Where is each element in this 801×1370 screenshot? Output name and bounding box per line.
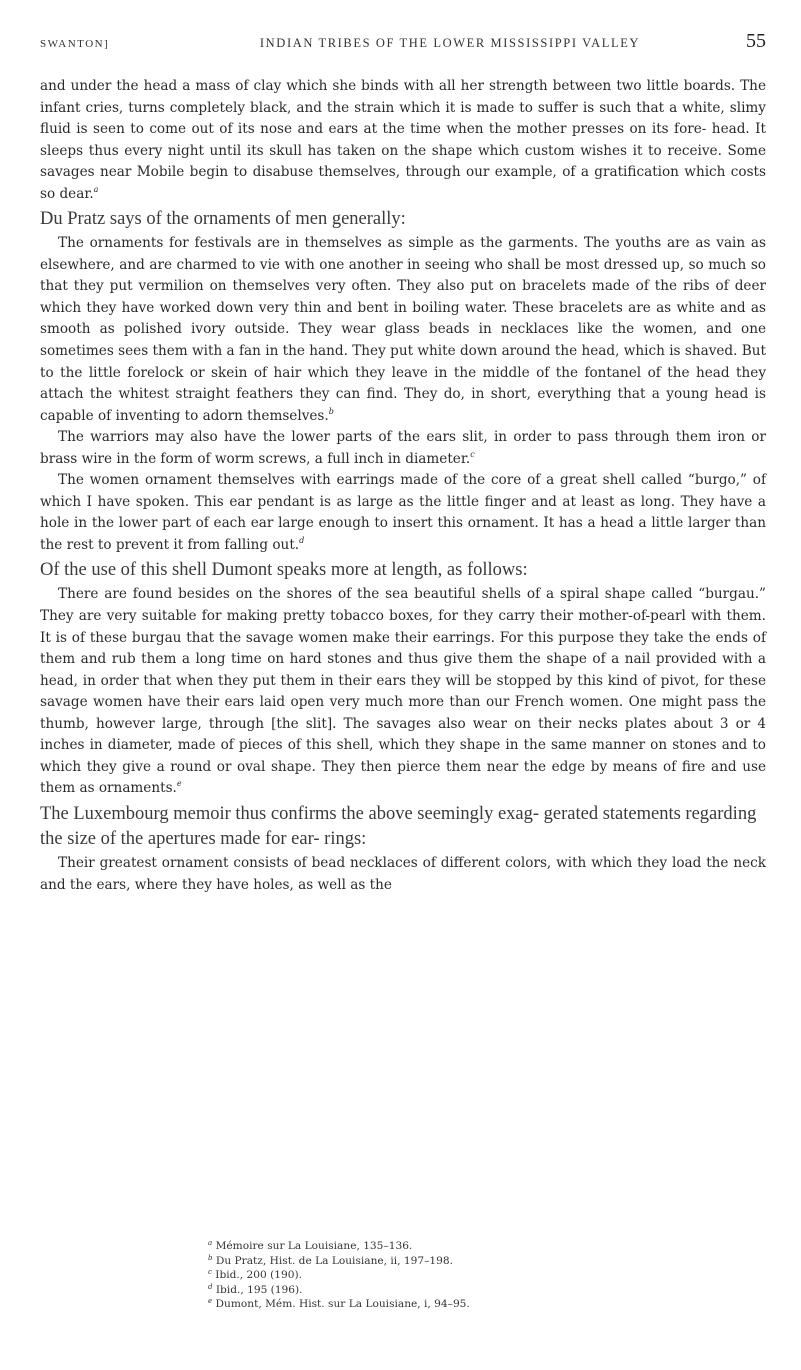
paragraph-text: Du Pratz says of the ornaments of men generally: [40, 209, 406, 230]
header-title: INDIAN TRIBES OF THE LOWER MISSISSIPPI VALLEY [259, 36, 641, 50]
paragraph-text: and under the head a mass of clay which she binds with all her strength between two little boards. The infant cries, turns completely black, and the strain which it is made to suffer is such that a white, slimy fluid is seen to come out of its nose and ears at the time when the mother presses on its fore- head. It sleeps thus every night until its skull has taken on the shape which custom wishes it to receive. Some savages near Mobile begin to disabuse themselves, through our example, of a gratification which costs so dear. [40, 78, 766, 202]
footnote-marker: d [299, 535, 305, 545]
page-number: 55 [746, 30, 766, 52]
body-text [40, 76, 766, 896]
paragraph [40, 584, 766, 799]
footnote [208, 1239, 766, 1254]
paragraph-text: There are found besides on the shores of the sea beautiful shells of a spiral shape called “burgau.” They are very suitable for making pretty tobacco boxes, for they carry their mother-of-pearl with them. It is of these burgau that the savage women make their earrings. For this purpose they take the ends of them and rub them a long time on hard stones and thus give them the shape of a nail provided with a head, in order that when they put them in their ears they will be stopped by this kind of pivot, for these savage women have their ears laid open very much more than our French women. One might pass the thumb, however large, through [the slit]. The savages also wear on their necks plates about 3 or 4 inches in diameter, made of pieces of this shell, which they shape in the same manner on stones and to which they give a round or oval shape. They then pierce them near the edge by means of fire and use them as ornaments. [40, 586, 766, 797]
footnote-text: Dumont, Mém. Hist. sur La Louisiane, i, 94–95. [215, 1298, 470, 1310]
footnote-marker: b [328, 406, 334, 416]
section-intro [40, 207, 766, 232]
paragraph-text: The Luxembourg memoir thus confirms the above seemingly exag- gerated statements regarding the size of the apertures made for ear- rings: [40, 803, 757, 849]
paragraph [40, 427, 766, 470]
footnote-text: Ibid., 200 (190). [215, 1269, 302, 1281]
footnote-mark: e [208, 1297, 213, 1305]
footnote [208, 1268, 766, 1283]
footnote-marker: e [176, 779, 182, 789]
footnotes [40, 1239, 766, 1312]
paragraph-text: Of the use of this shell Dumont speaks more at length, as follows: [40, 560, 528, 581]
footnote-text: Mémoire sur La Louisiane, 135–136. [215, 1240, 413, 1252]
footnote-marker: a [93, 184, 99, 194]
paragraph-text: The ornaments for festivals are in themselves as simple as the garments. The youths are as vain as elsewhere, and are charmed to vie with one another in seeing who shall be most dressed up, so much so that they put vermilion on themselves very often. They also put on bracelets made of the ribs of deer which they have worked down very thin and bent in boiling water. These bracelets are as white and as smooth as polished ivory outside. They wear glass beads in necklaces like the women, and one sometimes sees them with a fan in the hand. They put white down around the head, which is shaved. But to the little forelock or skein of hair which they leave in the middle of the fontanel of the head they attach the whitest straight feathers they can find. They do, in short, everything that a young head is capable of inventing to adorn themselves. [40, 235, 766, 424]
section-intro [40, 558, 766, 583]
paragraph [40, 76, 766, 205]
footnote-text: Du Pratz, Hist. de La Louisiane, ii, 197–198. [215, 1254, 454, 1267]
paragraph-text: The women ornament themselves with earrings made of the core of a great shell called “burgo,” of which I have spoken. This ear pendant is as large as the little finger and at least as long. They have a hole in the lower part of each ear large enough to insert this ornament. It has a head a little larger than the rest to prevent it from falling out. [40, 472, 766, 553]
running-header [40, 30, 766, 58]
paragraph-text: The warriors may also have the lower parts of the ears slit, in order to pass through them iron or brass wire in the form of worm screws, a full inch in diameter. [40, 429, 766, 467]
paragraph [40, 470, 766, 556]
footnote [208, 1297, 766, 1312]
footnote [208, 1283, 766, 1298]
page [40, 30, 766, 896]
footnote-marker: c [470, 449, 475, 459]
footnote-mark: b [208, 1253, 213, 1262]
footnote-text: Ibid., 195 (196). [215, 1283, 303, 1296]
footnote [208, 1254, 766, 1269]
paragraph [40, 853, 766, 896]
footnote-mark: c [208, 1268, 212, 1276]
paragraph-text: Their greatest ornament consists of bead necklaces of different colors, with which they load the neck and the ears, where they have holes, as well as the [40, 854, 766, 893]
footnote-mark: a [208, 1239, 213, 1247]
paragraph [40, 233, 766, 427]
footnote-mark: d [208, 1282, 213, 1291]
section-intro [40, 802, 766, 852]
header-author: SWANTON] [40, 38, 110, 50]
